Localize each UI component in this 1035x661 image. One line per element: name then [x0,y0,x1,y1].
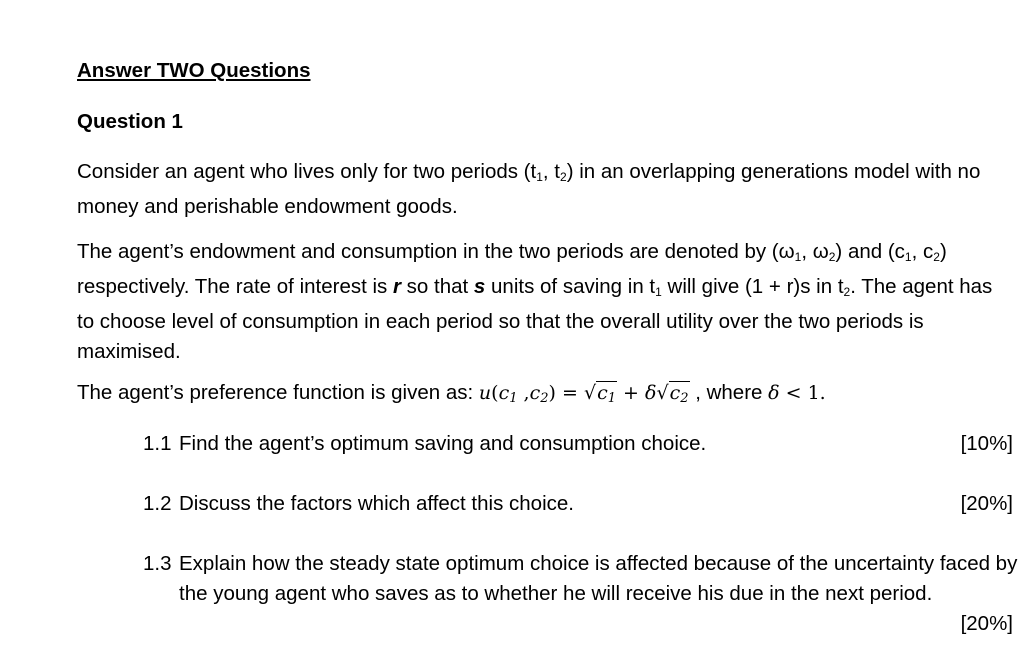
paragraph-preference: The agent’s preference function is given as: $u(c_1$ $,c_2) = √c_1 + \delta√c_2$ , where δ < 1. [77,378,1012,414]
item-text: Find the agent’s optimum saving and consumption choice. [179,432,707,455]
sqrt-c2: $√c_2$ [656,382,689,406]
question-item [143,489,1023,519]
question-item [143,429,1023,459]
utility-formula: $u(c_1$ $,c_2) = √c_1 + \delta√c_2$ [479,382,690,404]
item-mark: [20%] [960,612,1013,635]
sqrt-c1: $√c_1$ [583,382,617,406]
item-mark: [10%] [960,432,1013,455]
paragraph-endowment: The agent’s endowment and consumption in the two periods are denoted by ($\omega_1$, $\omega_2$) and ($c_1$, $c_2$) respectively. The rate of interest is r so that s units of saving in $t_1$ will give (1 + r)s in $t_2$. The agent has to choose level of consumption in each period so that the overall utility over the two periods is maximised. [77,240,993,363]
question-title: Question 1 [77,110,183,133]
item-text: Discuss the factors which affect this choice. [179,492,574,515]
item-mark: [20%] [960,492,1013,515]
section-heading: Answer TWO Questions [77,59,311,82]
item-number: 1.3 [143,552,172,575]
item-number: 1.2 [143,492,172,515]
question-item [143,549,1023,635]
item-text: Explain how the steady state optimum choice is affected because of the uncertainty faced by the young agent who saves as to whether he will receive his due in the next period. [179,552,1018,605]
delta-condition: δ < 1. [768,382,826,404]
paragraph-context: Consider an agent who lives only for two periods ($t_1$, $t_2$) in an overlapping generations model with no money and perishable endowment goods. [77,160,981,218]
item-number: 1.1 [143,432,172,455]
